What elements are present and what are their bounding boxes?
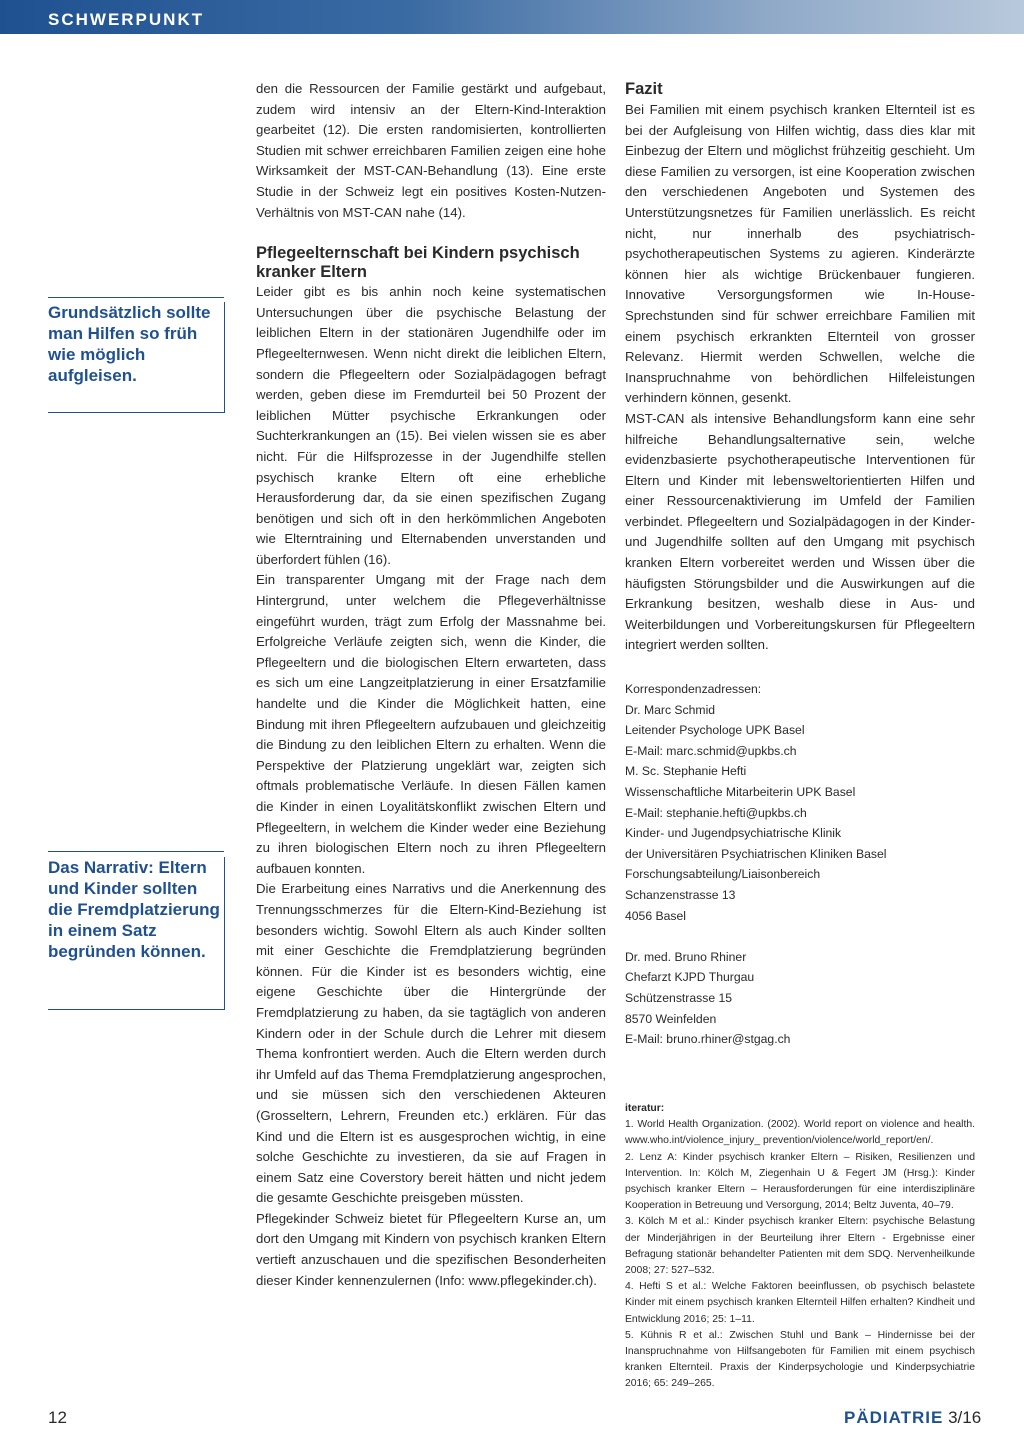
contact-line: Kinder- und Jugendpsychiatrische Klinik xyxy=(625,826,842,841)
reference-item: 3. Kölch M et al.: Kinder psychisch kranker Eltern: psychische Belastung der Minderjährigen in der Beurteilung ihrer Eltern - Ergebnisse einer Befragung stationär behandelter Patienten mit dem SDQ. Nervenheilkunde 2008; 27: 527–532. xyxy=(625,1216,975,1277)
reference-item: 1. World Health Organization. (2002). World report on violence and health. www.who.int/violence_injury_ prevention/violence/world_report/en/. xyxy=(625,1119,975,1147)
references xyxy=(625,1101,975,1393)
contact-email[interactable]: E-Mail: marc.schmid@upkbs.ch xyxy=(625,743,797,758)
contact-line: Leitender Psychologe UPK Basel xyxy=(625,723,805,738)
body-paragraph: Ein transparenter Umgang mit der Frage nach dem Hintergrund, unter welchem die Pflegeverhältnisse eingeführt wurden, trägt zum Erfolg der Massnahme bei. Erfolgreiche Verläufe zeigten sich, wenn die Kinder, die Pflegeeltern und die biologischen Eltern erwarteten, dass es sich um eine Langzeitplatzierung in einer Ersatzfamilie handelte und die Kinder die Möglichkeit hatten, eine Bindung mit ihren Pflegeeltern aufzubauen und gleichzeitig die Bindung zu den leiblichen Eltern zu erhalten. Wenn die Perspektive der Platzierung ungeklärt war, zeigten sich oftmals problematische Verläufe. In diesen Fällen kamen die Kinder in einen Loyalitätskonflikt zwischen Eltern und Pflegeeltern, in welchem die Kinder weder eine Beziehung zu ihren biologischen Eltern noch zu ihren Pflegeeltern aufbauen konnten. xyxy=(256,572,606,876)
reference-item: 4. Hefti S et al.: Welche Faktoren beeinflussen, ob psychisch belastete Kinder mit einem psychisch kranken Elternteil Hilfen erhalten? Kindheit und Entwicklung 2016; 25: 1–11. xyxy=(625,1281,975,1325)
contact-line: 4056 Basel xyxy=(625,908,686,923)
contact-line: der Universitären Psychiatrischen Kliniken Basel xyxy=(625,846,887,861)
contact-line: M. Sc. Stephanie Hefti xyxy=(625,764,747,779)
contact-line: Dr. med. Bruno Rhiner xyxy=(625,949,747,964)
right-column xyxy=(625,79,975,656)
contact-line: Schützenstrasse 15 xyxy=(625,990,733,1005)
contact-line: 8570 Weinfelden xyxy=(625,1011,717,1026)
issue-number: 3/16 xyxy=(948,1408,982,1427)
section-heading: Fazit xyxy=(625,80,663,98)
contact-spacer xyxy=(625,926,975,947)
section-label: SCHWERPUNKT xyxy=(48,10,205,29)
contact-line: Dr. Marc Schmid xyxy=(625,702,716,717)
references-heading: iteratur: xyxy=(625,1103,665,1114)
body-paragraph: den die Ressourcen der Familie gestärkt und aufgebaut, zudem wird intensiv an der Eltern-Kind-Interaktion gearbeitet (12). Die ersten randomisierten, kontrollierten Studien mit schwer erreichbaren Familien zeigen eine hohe Wirksamkeit der MST-CAN-Behandlung (13). Eine erste Studie in der Schweiz legt ein positives Kosten-Nutzen-Verhältnis von MST-CAN nahe (14). xyxy=(256,81,606,220)
contact-email[interactable]: E-Mail: bruno.rhiner@stgag.ch xyxy=(625,1032,791,1047)
page-number: 12 xyxy=(48,1408,67,1427)
section-header-band xyxy=(0,0,1024,34)
contact-line: Wissenschaftliche Mitarbeiterin UPK Basel xyxy=(625,784,856,799)
magazine-footer xyxy=(844,1408,981,1428)
contact-line: Korrespondenzadressen: xyxy=(625,682,762,696)
pullquote-2: Das Narrativ: Eltern und Kinder sollten die Fremdplatzierung in einem Satz begründen können. xyxy=(48,857,225,1010)
contact-line: Schanzenstrasse 13 xyxy=(625,887,736,902)
contact-line: Forschungsabteilung/Liaisonbereich xyxy=(625,867,821,882)
reference-item: 2. Lenz A: Kinder psychisch kranker Eltern – Risiken, Resilienzen und Intervention. In: Kölch M, Ziegenhain U & Fegert JM (Hrsg.): Kinder psychisch kranker Eltern – Herausforderungen für eine interdisziplinäre Kooperation in Betreuung und Versorgung, 2014; Beltz Juventa, 40–79. xyxy=(625,1151,975,1212)
pullquote-top-rule xyxy=(48,851,224,852)
body-paragraph: MST-CAN als intensive Behandlungsform kann eine sehr hilfreiche Behandlungsalternative sein, welche evidenzbasierte psychotherapeutische Interventionen für Eltern und Kinder mit lebensweltorientierten Hilfen und einer Ressourcenaktivierung im Umfeld der Familien verbindet. Pflegeeltern und Sozialpädagogen in der Kinder- und Jugendhilfe sollten auf den Umgang mit psychisch kranken Eltern vorbereitet werden und Wissen über die häufigsten Störungsbilder und die Auswirkungen auf die Erkrankung besitzen, weshalb diese in Aus- und Weiterbildungen und Vorbereitungskursen für Pflegeeltern integriert werden sollten. xyxy=(625,410,975,653)
correspondence-addresses xyxy=(625,679,975,1050)
magazine-name: PÄDIATRIE xyxy=(844,1408,944,1427)
reference-item: 5. Kühnis R et al.: Zwischen Stuhl und Bank – Hindernisse bei der Inanspruchnahme von Hilfsangeboten für Familien mit einem psychisch kranken Elternteil. Praxis der Kinderpsychologie und Kinderpsychiatrie 2016; 65: 249–265. xyxy=(625,1329,975,1390)
middle-column xyxy=(256,79,606,1291)
section-heading: Pflegeelternschaft bei Kindern psychisch kranker Eltern xyxy=(256,244,580,282)
contact-line: Chefarzt KJPD Thurgau xyxy=(625,970,755,985)
body-paragraph: Die Erarbeitung eines Narrativs und die Anerkennung des Trennungsschmerzes für die Eltern-Kind-Beziehung ist besonders wichtig. Sowohl Eltern als auch Kinder sollten mit einer Geschichte die Fremdplatzierung begründen können. Für die Kinder ist es besonders wichtig, eine eigene Geschichte über die Hintergründe der Fremdplatzierung zu haben, da sie tagtäglich von anderen Kindern oder in der Schule durch die Lehrer mit diesem Thema konfrontiert werden. Auch die Eltern werden durch ihr Umfeld auf das Thema Fremdplatzierung angesprochen, und sie müssen sich den verschiedenen Akteuren (Grosseltern, Lehrern, Freunden etc.) erklären. Für das Kind und die Eltern ist es ausgesprochen wichtig, in eine solche Geschichte zu investieren, da sie auf Fragen in einem Satz eine Coverstory bereit hätten und nicht jedem die gesamte Geschichte preisgeben müssten. xyxy=(256,881,606,1206)
pullquote-top-rule xyxy=(48,297,224,298)
contact-email[interactable]: E-Mail: stephanie.hefti@upkbs.ch xyxy=(625,805,807,820)
pullquote-1: Grundsätzlich sollte man Hilfen so früh wie möglich aufgleisen. xyxy=(48,302,225,413)
body-paragraph: Pflegekinder Schweiz bietet für Pflegeeltern Kurse an, um dort den Umgang mit Kindern von psychisch kranken Eltern vertieft anzuschauen und die spezifischen Besonderheiten dieser Kinder kennenzulernen (Info: www.pflegekinder.ch). xyxy=(256,1210,606,1288)
body-paragraph: Bei Familien mit einem psychisch kranken Elternteil ist es bei der Aufgleisung von Hilfen wichtig, dass dies klar mit Einbezug der Eltern und möglichst frühzeitig geschieht. Um diese Familien zu versorgen, ist eine Kooperation zwischen den verschiedenen Angeboten und Systemen des Unterstützungsnetzes für Familien unerlässlich. Es reicht nicht, nur innerhalb des psychiatrisch-psychotherapeutischen Systems zu agieren. Kinderärzte können hier als wichtige Brückenbauer fungieren. Innovative Versorgungsformen wie In-House-Sprechstunden sind für schwer erreichbare Familien mit einem psychisch erkrankten Elternteil von grosser Relevanz. Hiermit werden Schwellen, welche die Inanspruchnahme von behördlichen Hilfeleistungen verhindern können, gesenkt. xyxy=(625,102,975,406)
body-paragraph: Leider gibt es bis anhin noch keine systematischen Untersuchungen über die psychische Belastung der leiblichen Eltern in der stationären Jugendhilfe oder im Pflegeelternwesen. Wenn nicht direkt die leiblichen Eltern, sondern die Pflegeeltern oder Sozialpädagogen befragt werden, geben diese im Fremdurteil bei 50 Prozent der leiblichen Mütter psychische Erkrankungen oder Suchterkrankungen an (15). Bei vielen wissen sie es aber nicht. Für die Hilfsprozesse in der Jugendhilfe stellen psychisch kranke Eltern oft eine erhebliche Herausforderung dar, da sie einen spezifischen Zugang benötigen und sich oft in den herkömmlichen Angeboten wie Elterntraining und Elternabenden unverstanden und überfordert fühlen (16). xyxy=(256,284,606,567)
